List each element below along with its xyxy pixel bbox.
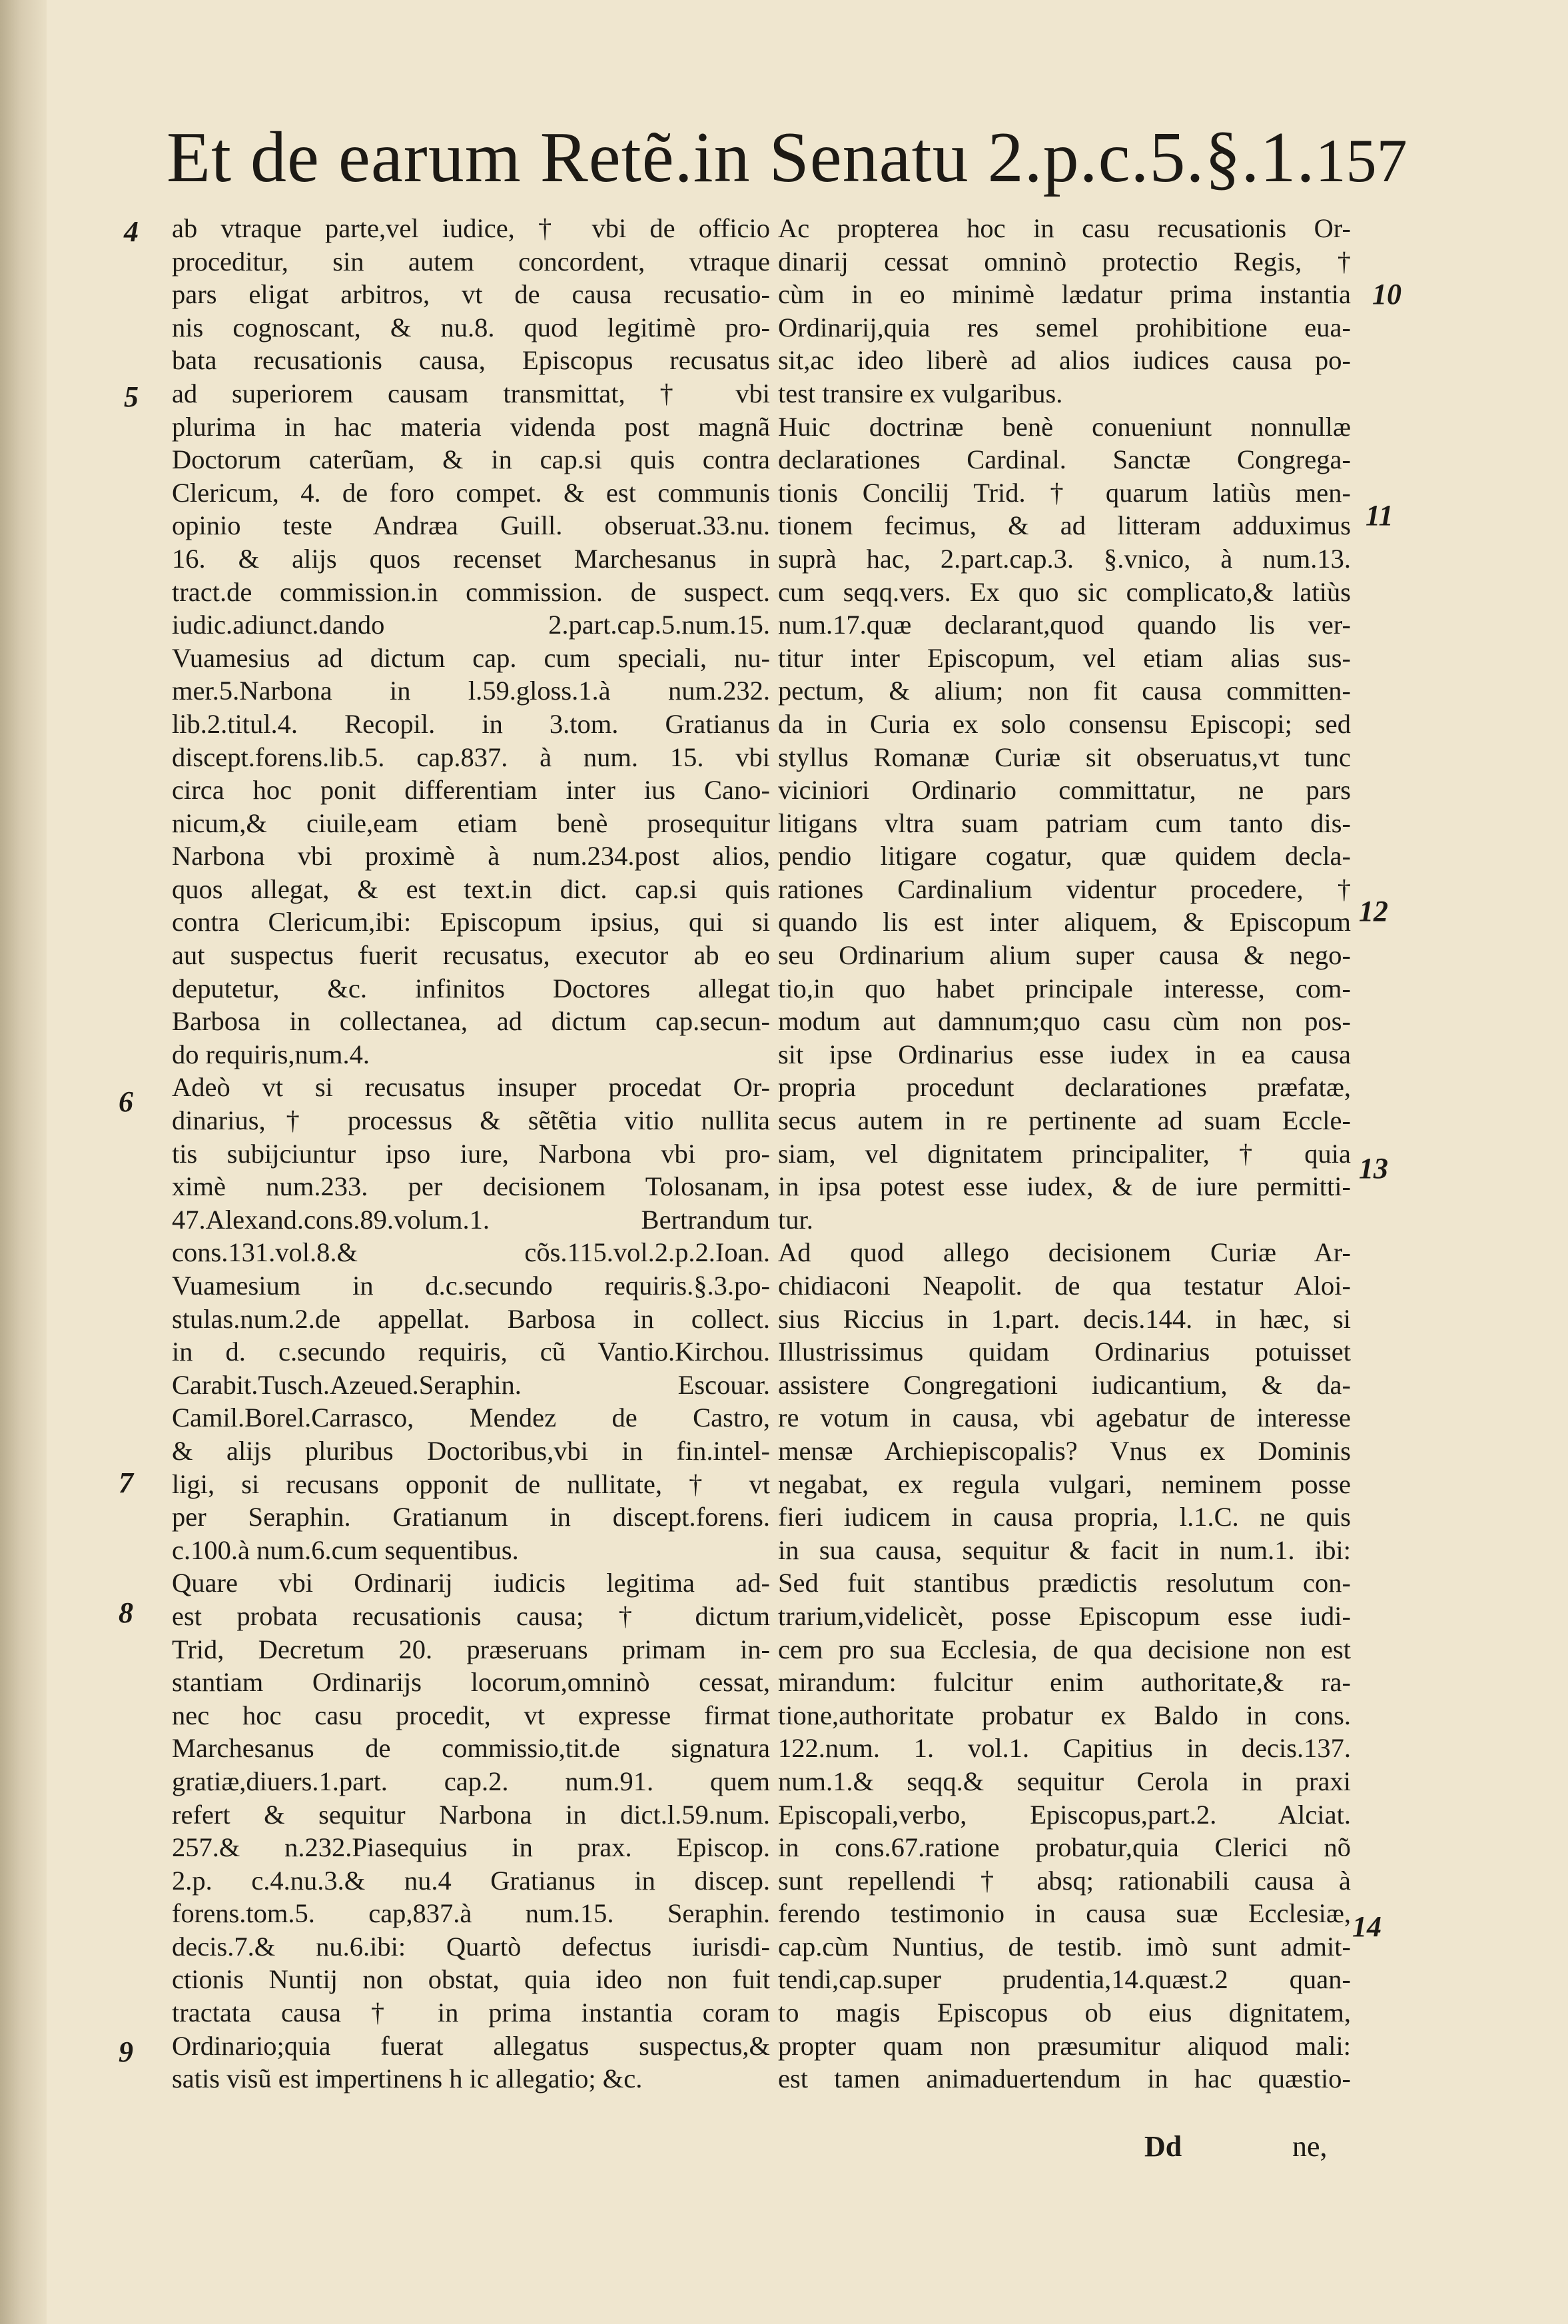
right-text-column [778, 212, 1351, 2095]
text-line: 257.& n.232.Piasequius in prax. Episcop. [172, 1832, 770, 1863]
text-line: dinarius,† processus & sẽtẽtia vitio nullita [172, 1105, 770, 1136]
text-line: lib.2.titul.4. Recopil. in 3.tom. Gratianus [172, 708, 770, 739]
text-line: Doctorum caterũam, & in cap.si quis contra [172, 444, 770, 475]
margin-number: 5 [124, 380, 139, 413]
text-line: tionis Concilij Trid. † quarum latiùs men- [778, 477, 1351, 508]
text-line: Ordinarij,quia res semel prohibitione eua- [778, 312, 1351, 342]
text-line: tis subijciuntur ipso iure, Narbona vbi pro- [172, 1138, 770, 1169]
text-line: Ad quod allego decisionem Curiæ Ar- [778, 1237, 1351, 1268]
text-line: Huic doctrinæ benè conueniunt nonnullæ [778, 411, 1351, 442]
text-line: per Seraphin. Gratianum in discept.forens. [172, 1502, 770, 1532]
text-line: sunt repellendi † absq; rationabili causa à [778, 1865, 1351, 1896]
text-line: plurima in hac materia videnda post magnã [172, 411, 770, 442]
signature-mark: Dd [1144, 2130, 1182, 2163]
text-line: tionem fecimus, & ad litteram adduximus [778, 510, 1351, 541]
binding-gutter [0, 0, 47, 2324]
text-line: do requiris,num.4. [172, 1039, 370, 1069]
text-line: tione,authoritate probatur ex Baldo in cons. [778, 1700, 1351, 1730]
margin-number: 6 [119, 1085, 133, 1118]
text-line: proceditur, sin autem concordent, vtraque [172, 246, 770, 277]
text-line: sit,ac ideo liberè ad alios iudices causa po- [778, 345, 1351, 376]
text-line: refert & sequitur Narbona in dict.l.59.num. [172, 1799, 770, 1830]
text-line: ximè num.233. per decisionem Tolosanam, [172, 1171, 770, 1202]
text-line: Clericum, 4. de foro compet. & est communis [172, 477, 770, 508]
text-line: quando lis est inter aliquem, & Episcopum [778, 907, 1351, 937]
text-line: cùm in eo minimè lædatur prima instantia [778, 279, 1351, 310]
text-line: ferendo testimonio in causa suæ Ecclesiæ, [778, 1898, 1351, 1929]
text-line: c.100.à num.6.cum sequentibus. [172, 1534, 519, 1565]
text-line: tract.de commission.in commission. de suspect. [172, 576, 770, 607]
text-line: in d. c.secundo requiris, cũ Vantio.Kirchou. [172, 1337, 770, 1367]
margin-number: 9 [119, 2035, 133, 2068]
text-line: Narbona vbi proximè à num.234.post alios, [172, 841, 770, 872]
text-line: suprà hac, 2.part.cap.3. §.vnico, à num.13. [778, 543, 1351, 574]
text-line: ctionis Nuntij non obstat, quia ideo non fuit [172, 1964, 770, 1995]
text-line: nis cognoscant, & nu.8. quod legitimè pro- [172, 312, 770, 342]
text-line: pendio litigare cogatur, quæ quidem decla- [778, 841, 1351, 872]
text-line: aut suspectus fuerit recusatus, executor ab eo [172, 940, 770, 971]
text-line: to magis Episcopus ob eius dignitatem, [778, 1998, 1351, 2028]
text-line: titur inter Episcopum, vel etiam alias sus- [778, 642, 1351, 673]
text-line: ad superiorem causam transmittat, † vbi [172, 378, 770, 408]
text-line: gratiæ,diuers.1.part. cap.2. num.91. quem [172, 1766, 770, 1796]
text-line: num.17.quæ declarant,quod quando lis ver- [778, 610, 1351, 640]
text-line: seu Ordinarium alium super causa & nego- [778, 940, 1351, 971]
margin-number: 11 [1366, 499, 1393, 532]
text-line: rationes Cardinalium videntur procedere, † [778, 873, 1351, 904]
left-text-column [172, 212, 770, 2095]
text-line: declarationes Cardinal. Sanctæ Congrega- [778, 444, 1351, 475]
text-line: Barbosa in collectanea, ad dictum cap.secun- [172, 1006, 770, 1037]
margin-number: 4 [124, 215, 139, 248]
text-line: tendi,cap.super prudentia,14.quæst.2 quan- [778, 1964, 1351, 1995]
text-line: tur. [778, 1204, 813, 1235]
text-line: opinio teste Andræa Guill. obseruat.33.nu. [172, 510, 770, 541]
text-line: satis visũ est impertinens h ic allegatio; &c. [172, 2063, 643, 2094]
text-line: sius Riccius in 1.part. decis.144. in hæc, si [778, 1303, 1351, 1334]
running-head [167, 117, 1407, 210]
text-line: Vuamesium in d.c.secundo requiris.§.3.po- [172, 1271, 770, 1301]
text-line: discept.forens.lib.5. cap.837. à num. 15. vbi [172, 742, 770, 772]
text-line: da in Curia ex solo consensu Episcopi; sed [778, 708, 1351, 739]
text-line: & alijs pluribus Doctoribus,vbi in fin.intel- [172, 1435, 770, 1466]
margin-number: 13 [1359, 1152, 1388, 1185]
text-line: in ipsa potest esse iudex, & de iure permitti- [778, 1171, 1351, 1202]
text-line: in sua causa, sequitur & facit in num.1. ibi: [778, 1534, 1351, 1565]
text-line: Marchesanus de commissio,tit.de signatura [172, 1733, 770, 1764]
text-line: decis.7.& nu.6.ibi: Quartò defectus iurisdi- [172, 1931, 770, 1962]
text-line: assistere Congregationi iudicantium, & da- [778, 1369, 1351, 1400]
margin-number: 7 [119, 1466, 133, 1499]
text-line: siam, vel dignitatem principaliter, † quia [778, 1138, 1351, 1169]
text-line: propria procedunt declarationes præfatæ, [778, 1072, 1351, 1103]
text-line: Trid, Decretum 20. præseruans primam in- [172, 1634, 770, 1664]
text-line: styllus Romanæ Curiæ sit obseruatus,vt tunc [778, 742, 1351, 772]
text-line: dinarij cessat omninò protectio Regis, † [778, 246, 1351, 277]
catchword: ne, [1292, 2130, 1328, 2163]
text-line: mirandum: fulcitur enim authoritate,& ra- [778, 1667, 1351, 1698]
text-line: iudic.adiunct.dando 2.part.cap.5.num.15. [172, 610, 770, 640]
margin-number: 10 [1372, 278, 1401, 310]
text-line: cons.131.vol.8.& cõs.115.vol.2.p.2.Ioan. [172, 1237, 770, 1268]
text-line: cap.cùm Nuntius, de testib. imò sunt admit- [778, 1931, 1351, 1962]
text-line: chidiaconi Neapolit. de qua testatur Aloi- [778, 1271, 1351, 1301]
text-line: ab vtraque parte,vel iudice, † vbi de officio [172, 213, 770, 243]
text-line: stantiam Ordinarijs locorum,omninò cessat, [172, 1667, 770, 1698]
text-line: secus autem in re pertinente ad suam Eccle- [778, 1105, 1351, 1136]
text-line: test transire ex vulgaribus. [778, 378, 1063, 408]
text-line: in cons.67.ratione probatur,quia Clerici nõ [778, 1832, 1351, 1863]
text-line: ligi, si recusans opponit de nullitate, † vt [172, 1468, 770, 1499]
margin-number: 8 [119, 1596, 133, 1629]
text-line: 47.Alexand.cons.89.volum.1. Bertrandum [172, 1204, 770, 1235]
text-line: Camil.Borel.Carrasco, Mendez de Castro, [172, 1403, 770, 1433]
text-line: tractata causa † in prima instantia coram [172, 1998, 770, 2028]
text-line: cum seqq.vers. Ex quo sic complicato,& latiùs [778, 576, 1351, 607]
text-line: Ac propterea hoc in casu recusationis Or- [778, 213, 1351, 243]
text-line: pectum, & alium; non fit causa committen- [778, 676, 1351, 706]
text-line: 122.num. 1. vol.1. Capitius in decis.137. [778, 1733, 1351, 1764]
text-line: contra Clericum,ibi: Episcopum ipsius, qui si [172, 907, 770, 937]
text-line: deputetur, &c. infinitos Doctores allegat [172, 973, 770, 1003]
text-line: Illustrissimus quidam Ordinarius potuisset [778, 1337, 1351, 1367]
text-line: num.1.& seqq.& sequitur Cerola in praxi [778, 1766, 1351, 1796]
text-line: circa hoc ponit differentiam inter ius Cano- [172, 775, 770, 806]
text-line: cem pro sua Ecclesia, de qua decisione non est [778, 1634, 1351, 1664]
folio-number: 157 [1315, 127, 1407, 195]
text-line: tio,in quo habet principale interesse, com- [778, 973, 1351, 1003]
text-line: mer.5.Narbona in l.59.gloss.1.à num.232. [172, 676, 770, 706]
text-line: forens.tom.5. cap,837.à num.15. Seraphin. [172, 1898, 770, 1929]
text-line: propter quam non præsumitur aliquod mali: [778, 2030, 1351, 2061]
text-line: Sed fuit stantibus prædictis resolutum con- [778, 1568, 1351, 1598]
text-line: stulas.num.2.de appellat. Barbosa in collect. [172, 1303, 770, 1334]
text-line: quos allegat, & est text.in dict. cap.si quis [172, 873, 770, 904]
margin-number: 12 [1359, 895, 1388, 927]
text-line: litigans vltra suam patriam cum tanto dis- [778, 808, 1351, 838]
text-line: re votum in causa, vbi agebatur de interesse [778, 1403, 1351, 1433]
text-line: Adeò vt si recusatus insuper procedat Or- [172, 1072, 770, 1103]
text-line: modum aut damnum;quo casu cùm non pos- [778, 1006, 1351, 1037]
text-line: fieri iudicem in causa propria, l.1.C. ne quis [778, 1502, 1351, 1532]
running-title: Et de earum Retẽ.in Senatu 2.p.c.5.§.1. [167, 118, 1316, 197]
text-line: nicum,& ciuile,eam etiam benè prosequitur [172, 808, 770, 838]
text-line: viciniori Ordinario committatur, ne pars [778, 775, 1351, 806]
text-line: nec hoc casu procedit, vt expresse firmat [172, 1700, 770, 1730]
text-line: est probata recusationis causa; † dictum [172, 1600, 770, 1631]
text-line: Vuamesius ad dictum cap. cum speciali, nu- [172, 642, 770, 673]
margin-number: 14 [1352, 1910, 1381, 1943]
text-line: bata recusationis causa, Episcopus recusatus [172, 345, 770, 376]
text-line: Quare vbi Ordinarij iudicis legitima ad- [172, 1568, 770, 1598]
text-line: Ordinario;quia fuerat allegatus suspectus,& [172, 2030, 770, 2061]
text-line: sit ipse Ordinarius esse iudex in ea causa [778, 1039, 1351, 1069]
text-line: mensæ Archiepiscopalis? Vnus ex Dominis [778, 1435, 1351, 1466]
text-line: est tamen animaduertendum in hac quæstio- [778, 2063, 1351, 2094]
text-line: pars eligat arbitros, vt de causa recusatio- [172, 279, 770, 310]
text-line: Episcopali,verbo, Episcopus,part.2. Alciat. [778, 1799, 1351, 1830]
text-line: negabat, ex regula vulgari, neminem posse [778, 1468, 1351, 1499]
text-line: trarium,videlicèt, posse Episcopum esse iudi- [778, 1600, 1351, 1631]
text-line: 16. & alijs quos recenset Marchesanus in [172, 543, 770, 574]
text-line: 2.p. c.4.nu.3.& nu.4 Gratianus in discep. [172, 1865, 770, 1896]
text-line: Carabit.Tusch.Azeued.Seraphin. Escouar. [172, 1369, 770, 1400]
